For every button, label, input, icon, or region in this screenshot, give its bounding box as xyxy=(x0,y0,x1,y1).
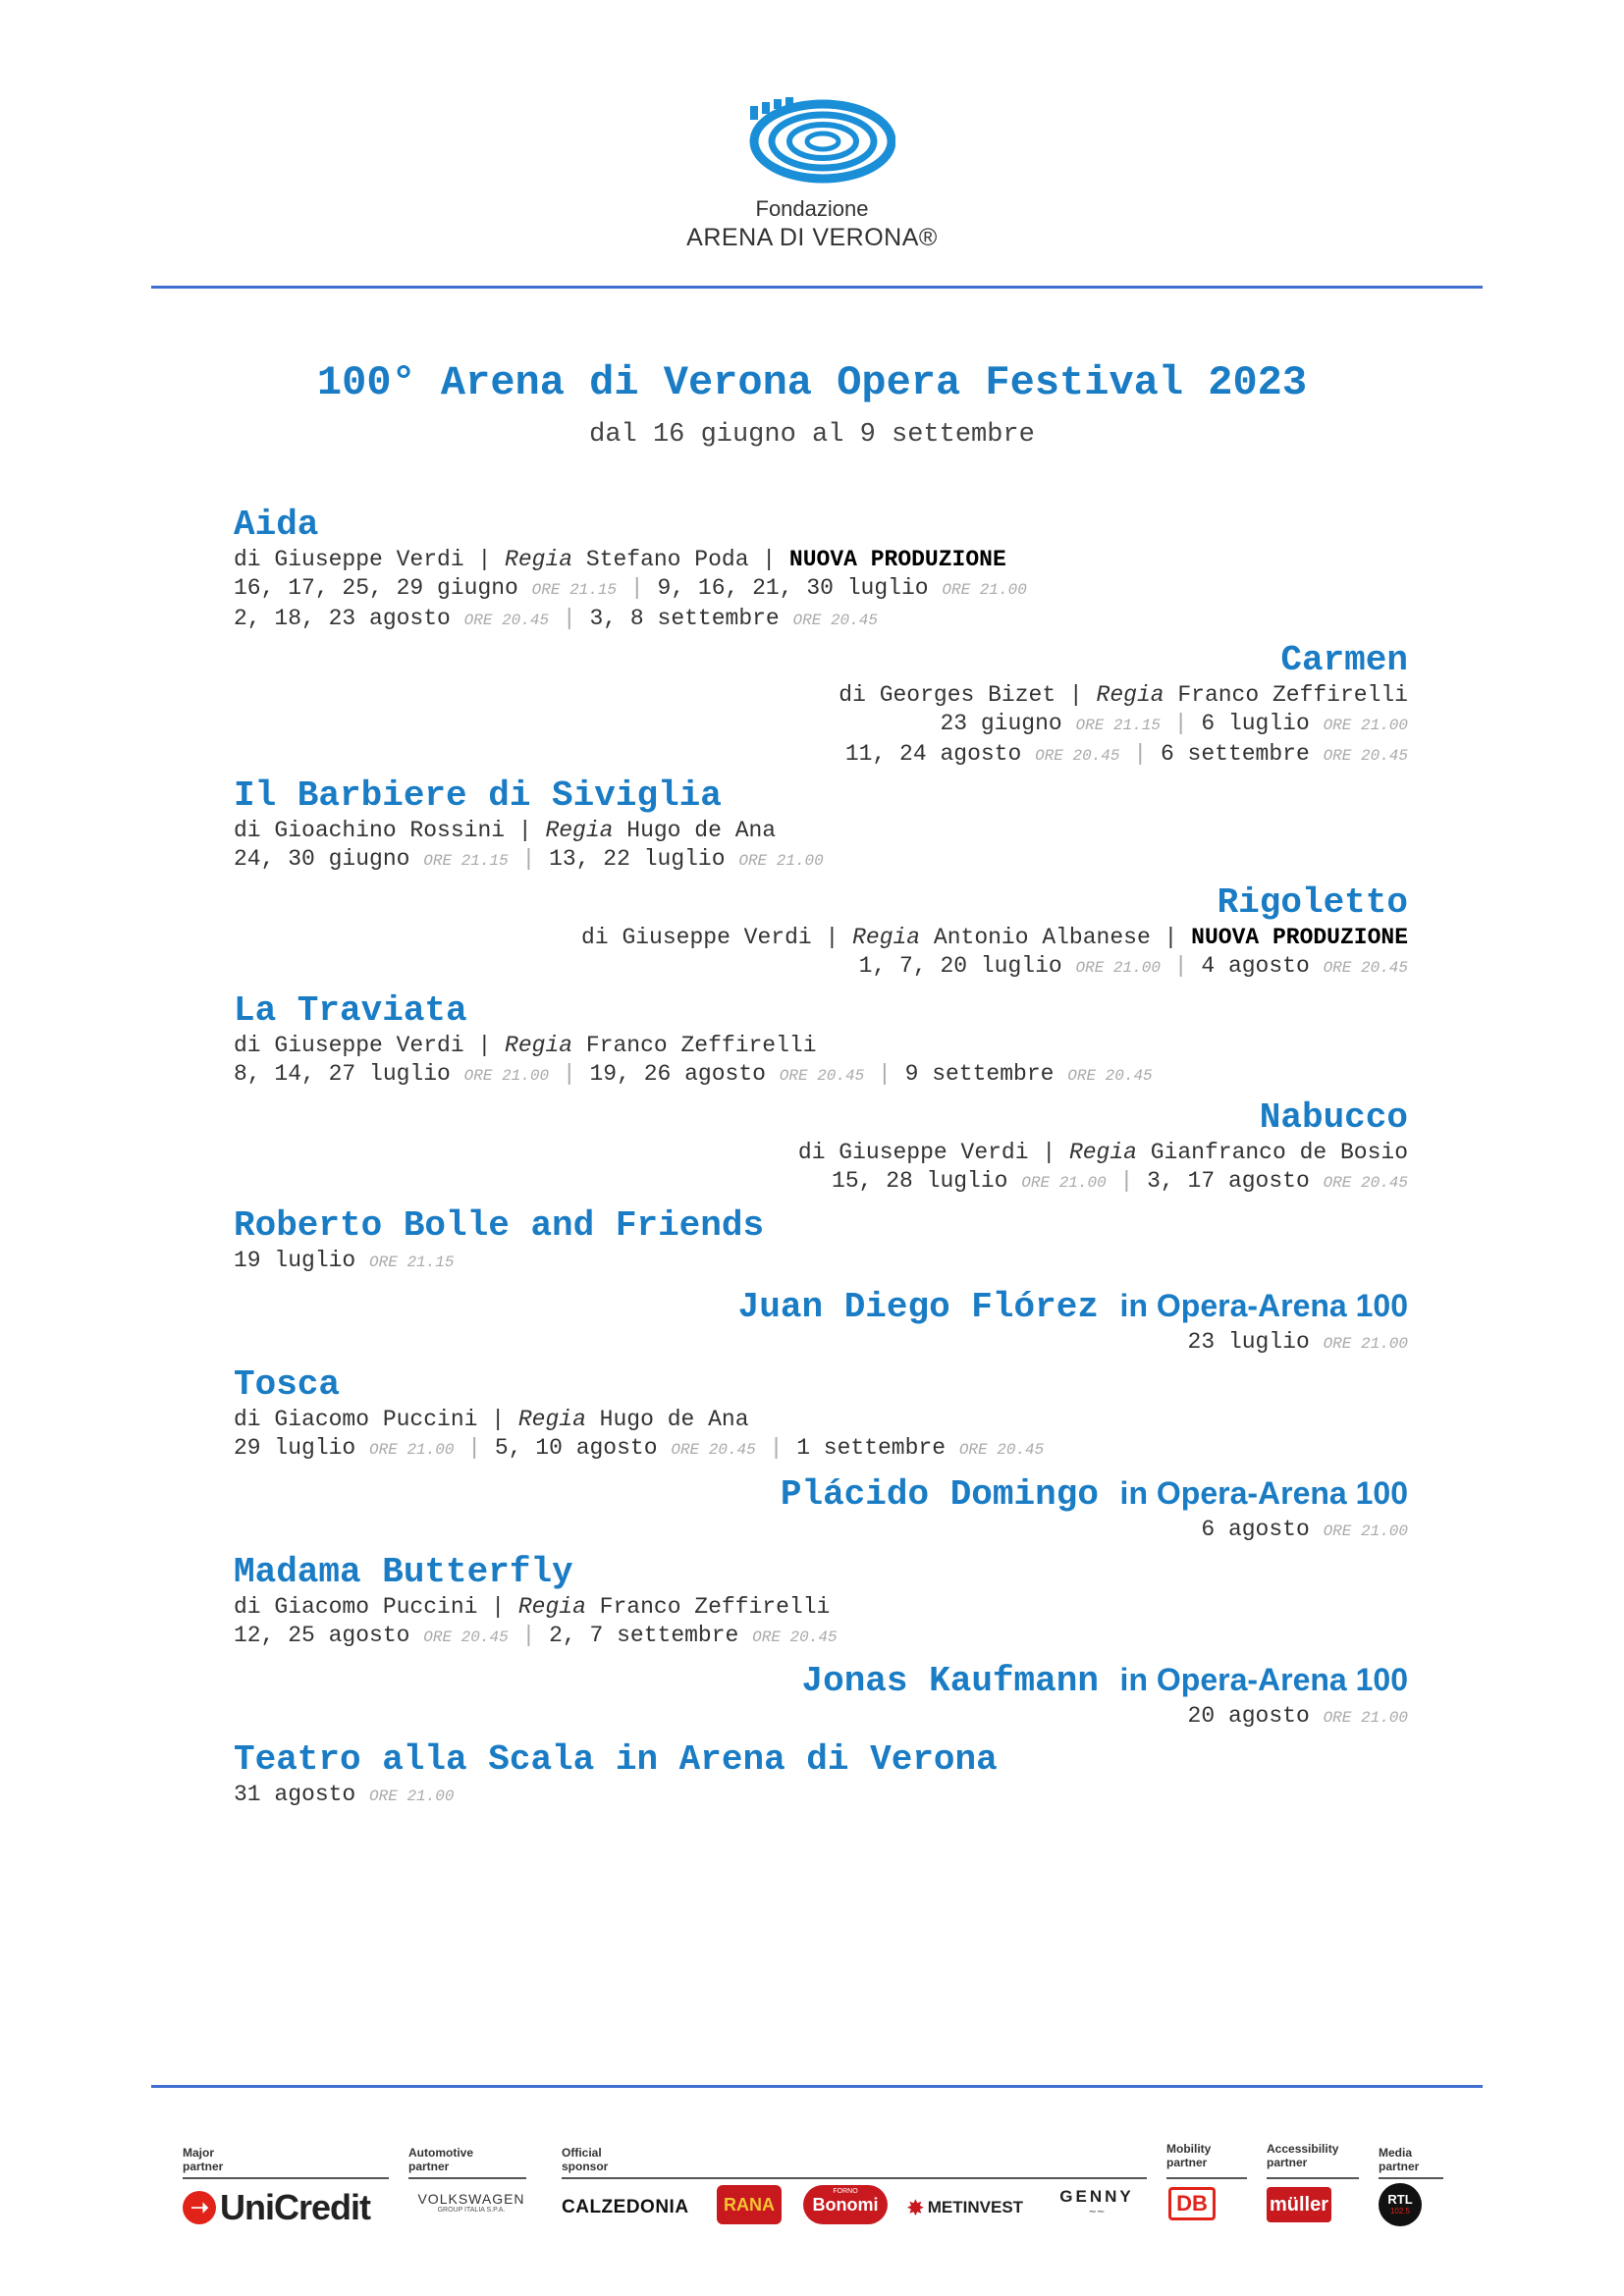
genny-logo: GENNY ∼∼ xyxy=(1053,2187,1141,2217)
sponsor-category-line xyxy=(183,2177,389,2179)
event-dates xyxy=(234,1702,1408,1733)
event-entry xyxy=(234,882,1408,983)
event-details: di Giuseppe Verdi | Regia Gianfranco de Bosio xyxy=(797,1140,1408,1165)
genny-signature-icon: ∼∼ xyxy=(1088,2207,1106,2217)
festival-dates: dal 16 giugno al 9 settembre xyxy=(589,420,1035,450)
event-title: Jonas Kaufmann in Opera-Arena 100 xyxy=(801,1661,1408,1701)
event-time: ORE 21.00 xyxy=(1075,959,1161,977)
event-time: ORE 21.15 xyxy=(531,581,618,599)
event-entry xyxy=(234,1205,1408,1277)
sponsor-category-official: Official sponsor xyxy=(562,2146,609,2173)
event-date: 23 luglio xyxy=(1187,1329,1310,1355)
event-date: 6 luglio xyxy=(1201,711,1310,736)
new-production-badge: NUOVA PRODUZIONE xyxy=(788,547,1006,572)
sponsor-category-accessibility: Accessibility partner xyxy=(1267,2142,1339,2169)
sponsor-category-mobility: Mobility partner xyxy=(1166,2142,1212,2169)
event-date: 19, 26 agosto xyxy=(589,1061,766,1087)
event-title: Tosca xyxy=(234,1364,341,1405)
event-date: 19 luglio xyxy=(234,1248,356,1273)
event-date: 31 agosto xyxy=(234,1782,356,1807)
event-time: ORE 21.00 xyxy=(1021,1174,1107,1192)
event-details: di Giacomo Puccini | Regia Hugo de Ana xyxy=(234,1407,749,1432)
event-title: Madama Butterfly xyxy=(234,1552,573,1592)
event-time: ORE 20.45 xyxy=(1323,959,1408,977)
event-date: 29 luglio xyxy=(234,1435,356,1461)
rana-logo: RANA xyxy=(717,2185,782,2224)
event-entry xyxy=(234,1472,1408,1546)
event-entry xyxy=(234,505,1408,635)
event-title: Juan Diego Flórez in Opera-Arena 100 xyxy=(737,1287,1408,1327)
arena-di-verona-logo xyxy=(738,96,895,194)
event-details: di Giuseppe Verdi | Regia Antonio Albanese | NUOVA PRODUZIONE xyxy=(581,925,1408,950)
event-dates: 11, 24 agosto ORE 20.45 | 6 settembre ORE 20.45 xyxy=(844,741,1408,767)
event-dates xyxy=(234,1516,1408,1546)
festival-title: 100° Arena di Verona Opera Festival 2023 xyxy=(316,359,1308,406)
event-details: di Georges Bizet | Regia Franco Zeffirelli xyxy=(839,682,1408,708)
metinvest-logo: ✸ METINVEST xyxy=(907,2197,1024,2219)
event-dates: 23 giugno ORE 21.15 | 6 luglio ORE 21.00 xyxy=(940,711,1408,736)
event-time: ORE 21.00 xyxy=(1323,1709,1408,1727)
org-name-line2: ARENA DI VERONA® xyxy=(686,224,938,251)
sponsor-category-line xyxy=(408,2177,526,2179)
event-date: 1 settembre xyxy=(796,1435,947,1461)
event-date: 9, 16, 21, 30 luglio xyxy=(657,575,929,601)
event-entry xyxy=(234,1739,1408,1811)
event-entry xyxy=(234,990,1408,1091)
event-dates: 29 luglio ORE 21.00 | 5, 10 agosto ORE 20.45 | 1 settembre ORE 20.45 xyxy=(234,1435,1045,1461)
event-dates: 8, 14, 27 luglio ORE 21.00 | 19, 26 agosto ORE 20.45 | 9 settembre ORE 20.45 xyxy=(234,1061,1153,1087)
event-details: di Giuseppe Verdi | Regia Franco Zeffirelli xyxy=(234,1033,817,1058)
event-time: ORE 20.45 xyxy=(752,1629,838,1646)
event-time: ORE 21.00 xyxy=(369,1788,455,1805)
event-dates: 15, 28 luglio ORE 21.00 | 3, 17 agosto ORE 20.45 xyxy=(832,1168,1408,1194)
event-title: Aida xyxy=(234,505,319,545)
event-entry xyxy=(234,640,1408,771)
event-date: 3, 8 settembre xyxy=(589,606,780,631)
event-details: di Gioachino Rossini | Regia Hugo de Ana xyxy=(234,818,777,843)
event-date: 6 agosto xyxy=(1201,1517,1310,1542)
event-date: 1, 7, 20 luglio xyxy=(858,953,1062,979)
event-date: 6 settembre xyxy=(1160,741,1310,767)
sponsor-category-automotive: Automotive partner xyxy=(408,2146,473,2173)
event-details: di Giuseppe Verdi | Regia Stefano Poda | NUOVA PRODUZIONE xyxy=(234,547,1006,572)
event-date: 15, 28 luglio xyxy=(832,1168,1008,1194)
unicredit-logo: ➝ UniCredit xyxy=(183,2185,370,2230)
event-date: 11, 24 agosto xyxy=(844,741,1022,767)
event-dates: 2, 18, 23 agosto ORE 20.45 | 3, 8 settembre ORE 20.45 xyxy=(234,606,878,631)
event-date: 2, 18, 23 agosto xyxy=(234,606,451,631)
calzedonia-logo: CALZEDONIA xyxy=(562,2197,689,2217)
event-time: ORE 21.00 xyxy=(942,581,1027,599)
event-time: ORE 20.45 xyxy=(1067,1067,1153,1085)
event-date: 5, 10 agosto xyxy=(494,1435,658,1461)
event-date: 12, 25 agosto xyxy=(234,1623,410,1648)
sponsor-category-media: Media partner xyxy=(1379,2146,1420,2173)
org-name-line1: Fondazione xyxy=(755,196,869,221)
event-title: La Traviata xyxy=(234,990,467,1031)
new-production-badge: NUOVA PRODUZIONE xyxy=(1191,925,1408,950)
event-date: 9 settembre xyxy=(904,1061,1055,1087)
event-date: 24, 30 giugno xyxy=(234,846,410,872)
event-time: ORE 20.45 xyxy=(792,612,878,629)
event-time: ORE 21.00 xyxy=(369,1441,455,1459)
event-entry xyxy=(234,1097,1408,1198)
event-entry xyxy=(234,1364,1408,1465)
event-title: Plácido Domingo in Opera-Arena 100 xyxy=(780,1474,1408,1515)
event-dates: 16, 17, 25, 29 giugno ORE 21.15 | 9, 16, 21, 30 luglio ORE 21.00 xyxy=(234,575,1027,601)
event-title: Il Barbiere di Siviglia xyxy=(234,775,722,816)
event-time: ORE 20.45 xyxy=(779,1067,865,1085)
event-date: 20 agosto xyxy=(1187,1703,1310,1729)
event-time: ORE 20.45 xyxy=(1323,747,1408,765)
event-title: Teatro alla Scala in Arena di Verona xyxy=(234,1739,998,1780)
event-entry xyxy=(234,1659,1408,1733)
event-time: ORE 21.00 xyxy=(1323,717,1408,734)
muller-logo: müller xyxy=(1267,2187,1331,2222)
event-time: ORE 21.00 xyxy=(1323,1522,1408,1540)
event-date: 13, 22 luglio xyxy=(549,846,726,872)
event-entry xyxy=(234,1552,1408,1652)
event-time: ORE 21.15 xyxy=(1075,717,1161,734)
sponsor-category-line xyxy=(1267,2177,1359,2179)
sponsor-category-major: Major partner xyxy=(183,2146,224,2173)
event-title: Rigoletto xyxy=(1217,882,1408,923)
event-date: 4 agosto xyxy=(1201,953,1310,979)
event-time: ORE 21.00 xyxy=(738,852,824,870)
header-divider xyxy=(151,286,1483,289)
volkswagen-logo: VOLKSWAGEN GROUP ITALIA S.P.A. xyxy=(417,2191,525,2214)
footer-divider xyxy=(151,2085,1483,2088)
event-date: 16, 17, 25, 29 giugno xyxy=(234,575,518,601)
event-title-suffix: in Opera-Arena 100 xyxy=(1119,1662,1408,1697)
event-dates: 12, 25 agosto ORE 20.45 | 2, 7 settembre ORE 20.45 xyxy=(234,1623,838,1648)
event-dates xyxy=(234,1328,1408,1359)
sponsor-category-line xyxy=(562,2177,1147,2179)
bonomi-logo: FORNO Bonomi xyxy=(803,2185,888,2224)
db-logo: DB xyxy=(1168,2187,1216,2220)
event-time: ORE 20.45 xyxy=(671,1441,756,1459)
event-time: ORE 20.45 xyxy=(1323,1174,1408,1192)
event-dates: 1, 7, 20 luglio ORE 21.00 | 4 agosto ORE 20.45 xyxy=(858,953,1408,979)
event-time: ORE 20.45 xyxy=(958,1441,1045,1459)
event-date: 23 giugno xyxy=(940,711,1062,736)
event-time: ORE 21.00 xyxy=(463,1067,550,1085)
event-title-suffix: in Opera-Arena 100 xyxy=(1119,1288,1408,1323)
event-date: 8, 14, 27 luglio xyxy=(234,1061,451,1087)
event-time: ORE 21.15 xyxy=(423,852,509,870)
event-time: ORE 21.15 xyxy=(369,1254,455,1271)
event-time: ORE 21.00 xyxy=(1323,1335,1408,1353)
event-dates xyxy=(234,1247,1408,1277)
event-title: Carmen xyxy=(1280,640,1408,680)
event-title: Roberto Bolle and Friends xyxy=(234,1205,765,1246)
event-date: 2, 7 settembre xyxy=(549,1623,739,1648)
rtl-logo: RTL 102.5 xyxy=(1379,2183,1422,2226)
event-title-suffix: in Opera-Arena 100 xyxy=(1119,1475,1408,1511)
event-entry xyxy=(234,1285,1408,1359)
event-time: ORE 20.45 xyxy=(423,1629,509,1646)
sponsor-category-line xyxy=(1166,2177,1247,2179)
event-dates: 24, 30 giugno ORE 21.15 | 13, 22 luglio ORE 21.00 xyxy=(234,846,824,872)
sponsor-category-line xyxy=(1379,2177,1443,2179)
event-time: ORE 20.45 xyxy=(1035,747,1120,765)
event-details: di Giacomo Puccini | Regia Franco Zeffirelli xyxy=(234,1594,831,1620)
event-title: Nabucco xyxy=(1259,1097,1408,1138)
event-entry xyxy=(234,775,1408,876)
event-time: ORE 20.45 xyxy=(463,612,550,629)
event-date: 3, 17 agosto xyxy=(1147,1168,1310,1194)
event-dates xyxy=(234,1781,1408,1811)
